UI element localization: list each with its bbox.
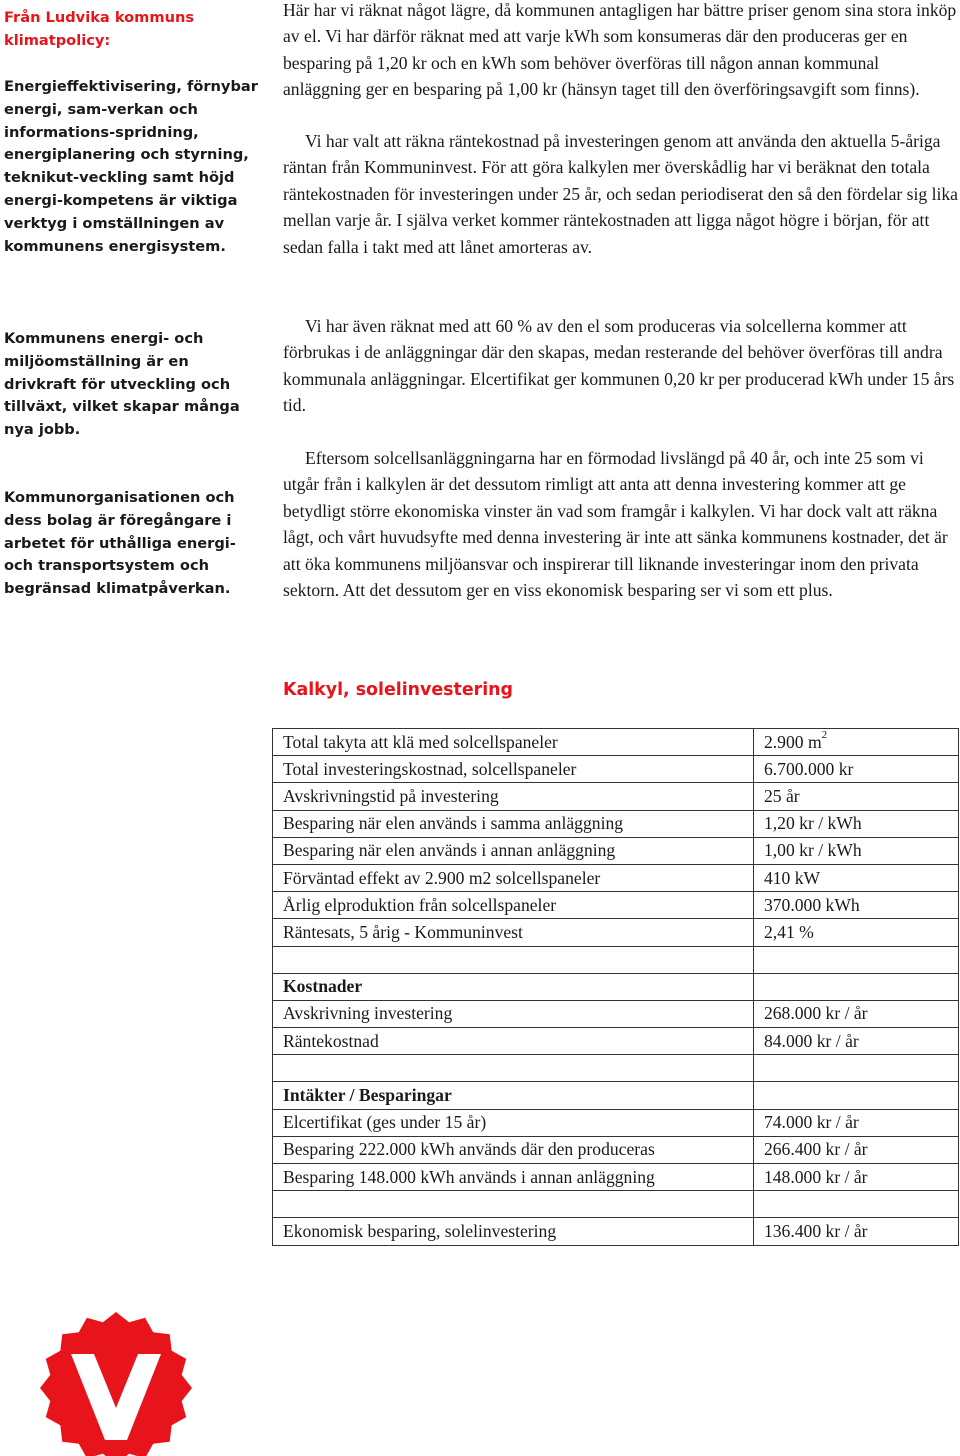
row-value-text: 266.400 kr / år (763, 1139, 868, 1160)
table-row (273, 1000, 959, 1027)
row-label: Besparing 148.000 kWh används i annan anläggning (273, 1164, 754, 1191)
table-row (273, 1218, 959, 1245)
table-row (273, 729, 959, 756)
row-value (753, 946, 958, 973)
table-row (273, 1028, 959, 1055)
row-label: Avskrivningstid på investering (273, 783, 754, 810)
row-label (273, 1191, 754, 1218)
table-row (273, 837, 959, 864)
row-value-text: 84.000 kr / år (763, 1030, 859, 1051)
row-value-text: 136.400 kr / år (763, 1220, 868, 1241)
row-label: Ekonomisk besparing, solelinvestering (273, 1218, 754, 1245)
row-value-text: 25 år (763, 785, 800, 806)
table-row (273, 1055, 959, 1082)
row-value-text: 1,00 kr / kWh (763, 840, 862, 861)
row-label: Förväntad effekt av 2.900 m2 solcellspaneler (273, 864, 754, 891)
row-value (753, 1164, 958, 1191)
row-value (753, 783, 958, 810)
party-logo (26, 1290, 206, 1456)
row-label: Besparing när elen används i samma anläggning (273, 810, 754, 837)
row-value-text: 410 kW (763, 867, 821, 888)
policy-quote-1: Energieffektivisering, förnybar energi, sam-verkan och informations-spridning, energiplanering och styrning, teknikut-veckling samt höjd energi-kompetens är viktiga verktyg i omställningen av kommunens energisystem. (4, 78, 258, 255)
paragraph-lifetime: Eftersom solcellsanläggningarna har en förmodad livslängd på 40 år, och inte 25 som vi utgår från i kalkylen är det dessutom rimligt att anta att denna investering kommer att ge betydligt större ekonomiska vinster än vad som framgår i kalkylen. Vi har dock valt att räkna lågt, och vårt huvudsyfte med denna investering är inte att sänka kommunens kostnader, det är att öka kommunens miljöansvar och inspirerar till liknande investeringar inom den privata sektorn. Att det dessutom ger en viss ekonomisk besparing ser vi som ett plus. (283, 448, 948, 601)
row-label: Avskrivning investering (273, 1000, 754, 1027)
row-value-text: 1,20 kr / kWh (763, 813, 862, 834)
row-value (753, 1136, 958, 1163)
row-value (753, 837, 958, 864)
table-row (273, 919, 959, 946)
row-value (753, 1082, 958, 1109)
table-row (273, 973, 959, 1000)
row-value (753, 1000, 958, 1027)
row-value (753, 919, 958, 946)
table-row (273, 946, 959, 973)
row-value (753, 1055, 958, 1082)
row-value-text: 74.000 kr / år (763, 1112, 859, 1133)
table-row (273, 864, 959, 891)
rose-logo-icon (40, 1312, 192, 1456)
table-row (273, 756, 959, 783)
row-value-text: 6.700.000 kr (763, 758, 854, 779)
row-label (273, 946, 754, 973)
row-label: Total investeringskostnad, solcellspaneler (273, 756, 754, 783)
row-label: Räntesats, 5 årig - Kommuninvest (273, 919, 754, 946)
row-value (753, 892, 958, 919)
row-value-text: 2.900 m (763, 731, 822, 752)
row-value (753, 1191, 958, 1218)
row-label (273, 1055, 754, 1082)
table-row (273, 810, 959, 837)
row-label: Årlig elproduktion från solcellspaneler (273, 892, 754, 919)
policy-quote-2: Kommunens energi- och miljöomställning är en drivkraft för utveckling och tillväxt, vilket skapar många nya jobb. (4, 330, 240, 439)
row-value (753, 756, 958, 783)
paragraph-prices: Här har vi räknat något lägre, då kommunen antagligen har bättre priser genom sina stora inköp av el. Vi har därför räknat med att varje kWh som konsumeras där den produceras ger en besparing på 1,20 kr och en kWh som behöver överföras till någon annan kommunal anläggning ger en besparing på 1,00 kr (hänsyn taget till den överföringsavgift som finns). (283, 0, 957, 100)
row-value (753, 864, 958, 891)
row-value (753, 810, 958, 837)
sidebar-heading: Från Ludvika kommuns klimatpolicy: (4, 9, 195, 49)
calc-table (272, 728, 959, 1246)
row-value (753, 1109, 958, 1136)
table-row (273, 1109, 959, 1136)
row-label: Räntekostnad (273, 1028, 754, 1055)
row-value-text: 2,41 % (763, 921, 814, 942)
row-value-superscript: 2 (821, 728, 828, 741)
row-label: Besparing 222.000 kWh används där den produceras (273, 1136, 754, 1163)
row-value-text: 268.000 kr / år (763, 1003, 868, 1024)
calc-heading: Kalkyl, solelinvestering (283, 680, 514, 700)
row-value (753, 1028, 958, 1055)
row-label: Besparing när elen används i annan anläggning (273, 837, 754, 864)
table-row (273, 783, 959, 810)
policy-quote-3: Kommunorganisationen och dess bolag är föregångare i arbetet för uthålliga energi- och transportsystem och begränsad klimatpåverkan. (4, 489, 236, 598)
paragraph-consumption: Vi har även räknat med att 60 % av den el som produceras via solcellerna kommer att förbrukas i de anläggningar där den skapas, medan resterande del behöver överföras till andra kommunala anläggningar. Elcertifikat ger kommunen 0,20 kr per producerad kWh under 15 års tid. (283, 316, 955, 416)
row-value (753, 973, 958, 1000)
row-value (753, 1218, 958, 1245)
row-label: Intäkter / Besparingar (273, 1082, 754, 1109)
row-label: Kostnader (273, 973, 754, 1000)
row-label: Elcertifikat (ges under 15 år) (273, 1109, 754, 1136)
table-row (273, 1191, 959, 1218)
table-row (273, 1136, 959, 1163)
table-row (273, 1164, 959, 1191)
row-value-text: 370.000 kWh (763, 894, 860, 915)
table-row (273, 1082, 959, 1109)
row-label: Total takyta att klä med solcellspaneler (273, 729, 754, 756)
table-row (273, 892, 959, 919)
paragraph-interest: Vi har valt att räkna räntekostnad på investeringen genom att använda den aktuella 5-åriga räntan från Kommuninvest. För att göra kalkylen mer överskådlig har vi beräknat den totala räntekostnaden för investeringen under 25 år, och sedan periodiserat den så den fördelar sig lika mellan varje år. I själva verket kommer räntekostnaden att ligga något högre i början, för att sedan falla i takt med att lånet amorteras av. (283, 131, 958, 257)
row-value-text: 148.000 kr / år (763, 1166, 868, 1187)
row-value (753, 729, 958, 756)
